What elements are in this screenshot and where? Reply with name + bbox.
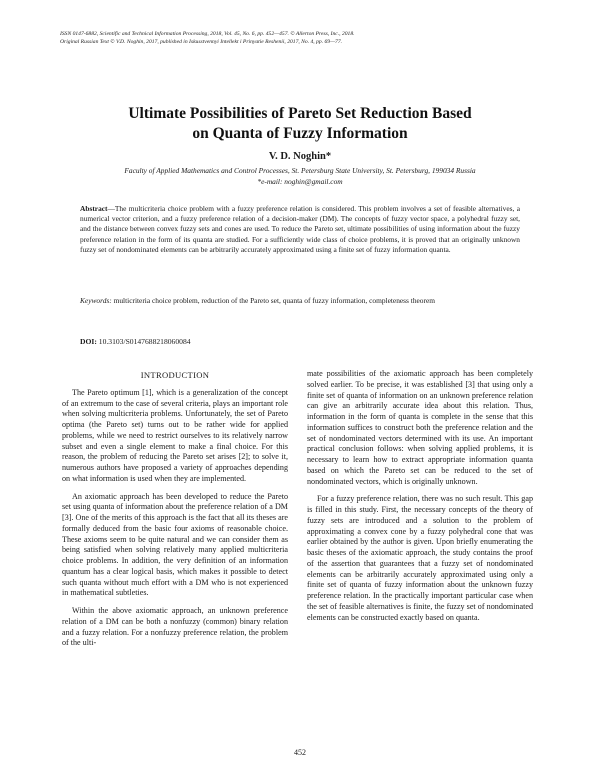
doi <box>80 337 191 347</box>
abstract-text: —The multicriteria choice problem with a fuzzy preference relation is considered. This problem involves a set of feasible alternatives, a numerical vector criterion, and a fuzzy preference relation of a decision-maker (DM). The concepts of fuzzy vector space, a polyhedral fuzzy set, and the distance between convex fuzzy sets and cones are used. To reduce the Pareto set, ultimate possibilities of using information about the fuzzy preference relation in the form of its quanta are studied. For a sufficiently wide class of choice problems, it is proved that an originally unknown fuzzy set of nondominated elements can be arbitrarily accurately approximated using a finite set of fuzzy information quanta. <box>80 204 520 254</box>
body-paragraph: The Pareto optimum [1], which is a generalization of the concept of an extremum to the case of several criteria, plays an important role when solving multicriteria problems. Unfortunately, the set of Pareto optima (the Pareto set) turns out to be rather wide for applied problems, while we need to restrict ourselves to its relatively narrow subset and even a single element to make a final choice. For this reason, the problem of reducing the Pareto set arises [2]; to solve it, numerous authors have proposed a variety of approaches depending on what information is used when they are implemented. <box>62 387 288 483</box>
doi-value[interactable]: 10.3103/S0147688218060084 <box>96 337 191 346</box>
keywords <box>80 296 520 306</box>
keywords-label: Keywords: <box>80 296 112 305</box>
body-right-column <box>307 369 533 630</box>
author-affiliation: Faculty of Applied Mathematics and Control Processes, St. Petersburg State University, St. Petersburg, 199034 Russia <box>124 166 476 175</box>
paper-title-line-1: Ultimate Possibilities of Pareto Set Reduction Based <box>128 105 472 122</box>
section-heading-introduction: INTRODUCTION <box>140 370 210 380</box>
body-left-column <box>62 370 288 656</box>
doi-label: DOI: <box>80 337 97 346</box>
paper-title <box>60 104 540 144</box>
keywords-text: multicriteria choice problem, reduction of the Pareto set, quanta of fuzzy information, completeness theorem <box>111 296 435 305</box>
page-number: 452 <box>294 748 306 757</box>
paper-title-line-2: on Quanta of Fuzzy Information <box>192 125 408 142</box>
author-email: *e-mail: noghin@gmail.com <box>257 177 343 186</box>
body-paragraph: mate possibilities of the axiomatic approach has been completely solved earlier. To be precise, it was established [3] that using only a finite set of quanta of information on an unknown preference relation can give an arbitrarily accurate idea about this relation. Thus, information in the form of quanta is complete in the sense that this information suffices to construct both the preference relation and the set of nondominated vectors determined with its use. An important practical conclusion follows: when solving applied problems, it is necessary to learn how to extract appropriate information quanta based on which the Pareto set can be reduced to the set of nondominated vectors, which is originally unknown. <box>307 369 533 486</box>
abstract <box>80 204 520 255</box>
journal-citation-line: ISSN 0147-6882, Scientific and Technical Information Processing, 2018, Vol. 45, No. 6, pp. 452—457. © Allerton Press, Inc., 2018. <box>60 31 355 37</box>
abstract-label: Abstract <box>80 204 108 213</box>
body-paragraph: Within the above axiomatic approach, an unknown preference relation of a DM can be both a nonfuzzy (common) binary relation and a fuzzy relation. For a nonfuzzy preference relation, the problem of the ulti- <box>62 606 288 648</box>
body-paragraph: An axiomatic approach has been developed to reduce the Pareto set using quanta of information about the preference relation of a DM [3]. One of the merits of this approach is the fact that all its theses are formally deduced from the basic four axioms of reasonable choice. These axioms seem to be quite natural and we can consider them as being satisfied when solving relatively many applied multicriteria choice problems. In addition, the very definition of an information quantum has a clear logical basis, which makes it possible to detect such quanta without much effort with a DM who is not experienced in mathematical subtleties. <box>62 491 288 598</box>
original-text-citation-line: Original Russian Text © V.D. Noghin, 2017, published in Iskusstvennyi Intellekt i Prinyatie Reshenii, 2017, No. 4, pp. 69—77. <box>60 39 343 45</box>
author-name: V. D. Noghin* <box>268 151 332 162</box>
body-paragraph: For a fuzzy preference relation, there was no such result. This gap is filled in this study. First, the necessary concepts of the theory of fuzzy sets are introduced and a solution to the problem of approximating a convex cone by a fuzzy polyhedral cone that was earlier obtained by the author is given. Upon briefly enumerating the basic theses of the axiomatic approach, the study contains the proof of the assertion that guarantees that a fuzzy set of nondominated elements can be arbitrarily accurately approximated using only a finite set of quanta of fuzzy information about the unknown fuzzy preference relation. In the practically important particular case when the set of feasible alternatives is finite, the fuzzy set of nondominated elements can be constructed exactly based on quanta. <box>307 494 533 622</box>
